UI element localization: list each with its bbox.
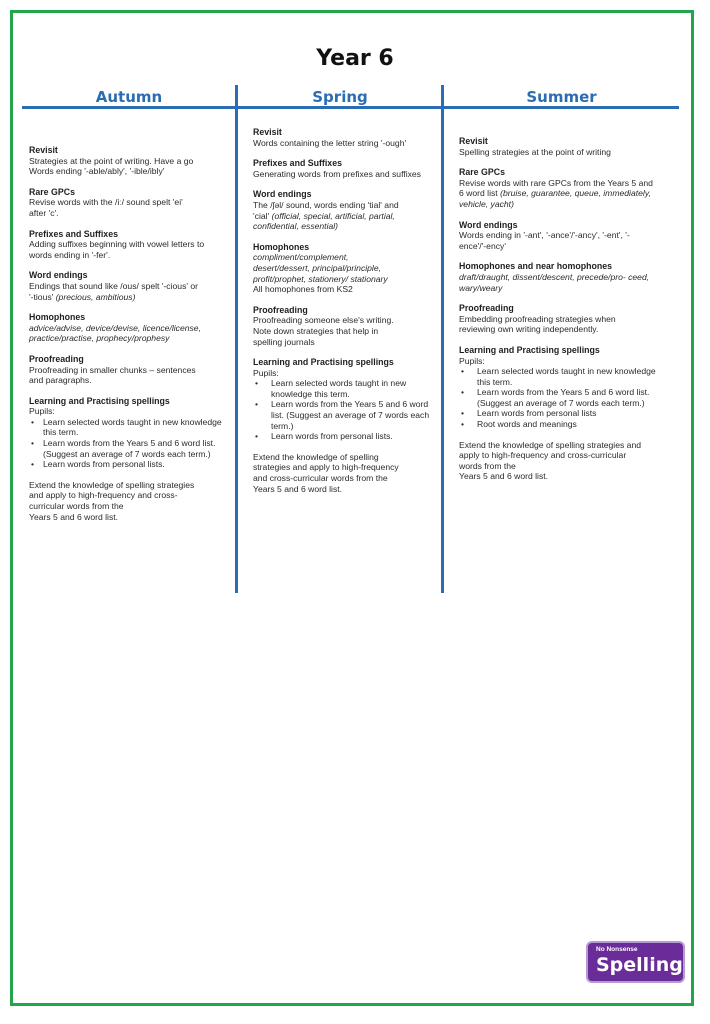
logo-big-text: Spelling: [596, 954, 683, 976]
text-line: Revise words with the /iː/ sound spelt 'ei': [29, 197, 183, 208]
spring-proofreading: [253, 305, 435, 347]
list-item: • Learn words from personal lists.: [29, 459, 229, 470]
season-autumn: Autumn: [95, 88, 163, 106]
text-line: after 'c'.: [29, 207, 59, 218]
text-line: desert/dessert, principal/principle,: [253, 262, 382, 273]
list-item: • Learn words from the Years 5 and 6 word list. (Suggest an average of 7 words each term.): [253, 399, 435, 431]
text-line: [459, 188, 671, 199]
example-words: (precious, ambitious): [55, 291, 136, 302]
text-line: reviewing own writing independently.: [459, 324, 599, 335]
section-heading: Homophones and near homophones: [459, 261, 612, 272]
text-line: draft/draught, dissent/descent, precede/pro- ceed,: [459, 271, 650, 282]
section-heading: Homophones: [29, 312, 86, 323]
column-divider-1: [235, 85, 238, 593]
list-item: • Learn words from personal lists.: [253, 431, 435, 442]
text-line: Words ending in '-ant', '-ance'/'-ancy', '-ent', '-: [459, 230, 630, 241]
autumn-column: [29, 145, 229, 522]
section-heading: Rare GPCs: [459, 167, 505, 178]
bullet-list: [29, 417, 229, 470]
text-line: and apply to high-frequency and cross-: [29, 490, 178, 501]
text-line: Years 5 and 6 word list.: [253, 483, 343, 494]
section-heading: Word endings: [459, 219, 518, 230]
section-heading: Revisit: [29, 145, 58, 155]
spring-word-endings: [253, 189, 435, 231]
column-divider-2: [441, 85, 444, 593]
spring-revisit: [253, 127, 435, 148]
autumn-revisit: [29, 145, 229, 177]
text-line: profit/prophet, stationery/ stationary: [253, 273, 388, 284]
example-words: (official, special, artificial, partial,: [271, 210, 395, 221]
header-divider: [22, 106, 679, 109]
text-line: and paragraphs.: [29, 375, 92, 386]
text-line: Strategies at the point of writing. Have a go: [29, 155, 194, 166]
text-line: words from the: [459, 460, 516, 471]
text-line: Spelling strategies at the point of writing: [459, 146, 611, 157]
section-heading: Learning and Practising spellings: [253, 357, 394, 368]
autumn-prefixes: [29, 229, 229, 261]
section-heading: Word endings: [29, 270, 88, 281]
section-heading: Rare GPCs: [29, 186, 75, 197]
season-spring: Spring: [312, 88, 368, 106]
season-summer: Summer: [526, 88, 597, 106]
section-heading: Word endings: [253, 189, 312, 200]
text-line: Proofreading in smaller chunks – sentences: [29, 364, 196, 375]
no-nonsense-spelling-logo: [586, 941, 685, 983]
text-line: Embedding proofreading strategies when: [459, 313, 616, 324]
text-span: 6 word list: [459, 188, 498, 199]
text-line: All homophones from KS2: [253, 284, 353, 295]
text-line: advice/advise, device/devise, licence/license,: [29, 322, 201, 333]
list-item: • Learn selected words taught in new knowledge this term.: [253, 378, 435, 399]
text-line: spelling journals: [253, 336, 315, 347]
autumn-homophones: [29, 312, 229, 344]
list-item: • Learn selected words taught in new knowledge this term.: [459, 366, 671, 387]
text-line: Pupils:: [29, 406, 55, 417]
list-item: • Learn words from the Years 5 and 6 word list. (Suggest an average of 7 words each term.): [29, 438, 229, 459]
text-line: Generating words from prefixes and suffixes: [253, 168, 421, 179]
autumn-extend: [29, 480, 229, 522]
text-line: Pupils:: [253, 367, 279, 378]
text-span: 'cial': [253, 210, 270, 221]
text-line: apply to high-frequency and cross-curricular: [459, 450, 627, 461]
text-line: Years 5 and 6 word list.: [459, 471, 549, 482]
text-line: Proofreading someone else's writing.: [253, 315, 394, 326]
text-line: Adding suffixes beginning with vowel letters to: [29, 239, 205, 250]
text-line: curricular words from the: [29, 501, 124, 512]
summer-word-endings: [459, 220, 671, 252]
section-heading: Prefixes and Suffixes: [253, 158, 342, 169]
section-heading: Proofreading: [459, 303, 514, 314]
text-line: vehicle, yacht): [459, 198, 514, 209]
autumn-rare-gpcs: [29, 187, 229, 219]
autumn-learning: [29, 396, 229, 470]
page-title: Year 6: [316, 46, 394, 71]
list-item: • Root words and meanings: [459, 419, 671, 430]
summer-learning: [459, 345, 671, 430]
text-line: compliment/complement,: [253, 252, 349, 263]
summer-proofreading: [459, 303, 671, 335]
section-heading: Prefixes and Suffixes: [29, 228, 118, 239]
text-line: Pupils:: [459, 355, 485, 366]
text-line: practice/practise, prophecy/prophesy: [29, 333, 170, 344]
text-line: words ending in '-fer'.: [29, 249, 111, 260]
text-line: Extend the knowledge of spelling: [253, 451, 379, 462]
text-line: Note down strategies that help in: [253, 325, 379, 336]
text-line: Words containing the letter string '-ough': [253, 137, 407, 148]
text-line: The /ʃəl/ sound, words ending 'tial' and: [253, 199, 399, 210]
section-heading: Proofreading: [253, 304, 308, 315]
text-span: '-tious': [29, 291, 54, 302]
list-item: • Learn words from the Years 5 and 6 word list. (Suggest an average of 7 words each term.): [459, 387, 671, 408]
summer-rare-gpcs: [459, 167, 671, 209]
list-item: • Learn selected words taught in new knowledge this term.: [29, 417, 229, 438]
text-line: ence'/'-ency': [459, 240, 506, 251]
list-item: • Learn words from personal lists: [459, 408, 671, 419]
text-line: strategies and apply to high-frequency: [253, 462, 399, 473]
text-line: and cross-curricular words from the: [253, 473, 388, 484]
text-line: confidential, essential): [253, 221, 339, 232]
autumn-word-endings: [29, 270, 229, 302]
summer-revisit: [459, 136, 671, 157]
text-line: Revise words with rare GPCs from the Years 5 and: [459, 177, 653, 188]
autumn-proofreading: [29, 354, 229, 386]
section-heading: Learning and Practising spellings: [29, 395, 170, 406]
text-line: Words ending '-able/ably', '-ible/ibly': [29, 166, 165, 177]
text-line: Years 5 and 6 word list.: [29, 511, 119, 522]
spring-learning: [253, 357, 435, 442]
text-line: [29, 292, 229, 303]
text-line: Endings that sound like /ous/ spelt '-cious' or: [29, 280, 199, 291]
section-heading: Revisit: [459, 136, 488, 146]
bullet-list: [459, 366, 671, 430]
example-words: (bruise, guarantee, queue, immediately,: [500, 188, 651, 199]
logo-small-text: No Nonsense: [596, 946, 638, 953]
spring-extend: [253, 452, 435, 494]
summer-extend: [459, 440, 671, 482]
text-line: wary/weary: [459, 282, 503, 293]
summer-homophones: [459, 261, 671, 293]
bullet-list: [253, 378, 435, 442]
section-heading: Learning and Practising spellings: [459, 344, 600, 355]
text-line: Extend the knowledge of spelling strategies and: [459, 439, 642, 450]
summer-column: [459, 136, 671, 482]
text-line: Extend the knowledge of spelling strategies: [29, 479, 195, 490]
section-heading: Proofreading: [29, 353, 84, 364]
spring-homophones: [253, 242, 435, 295]
section-heading: Revisit: [253, 127, 282, 137]
section-heading: Homophones: [253, 241, 310, 252]
spring-column: [253, 127, 435, 494]
text-line: [253, 211, 435, 222]
spring-prefixes: [253, 158, 435, 179]
